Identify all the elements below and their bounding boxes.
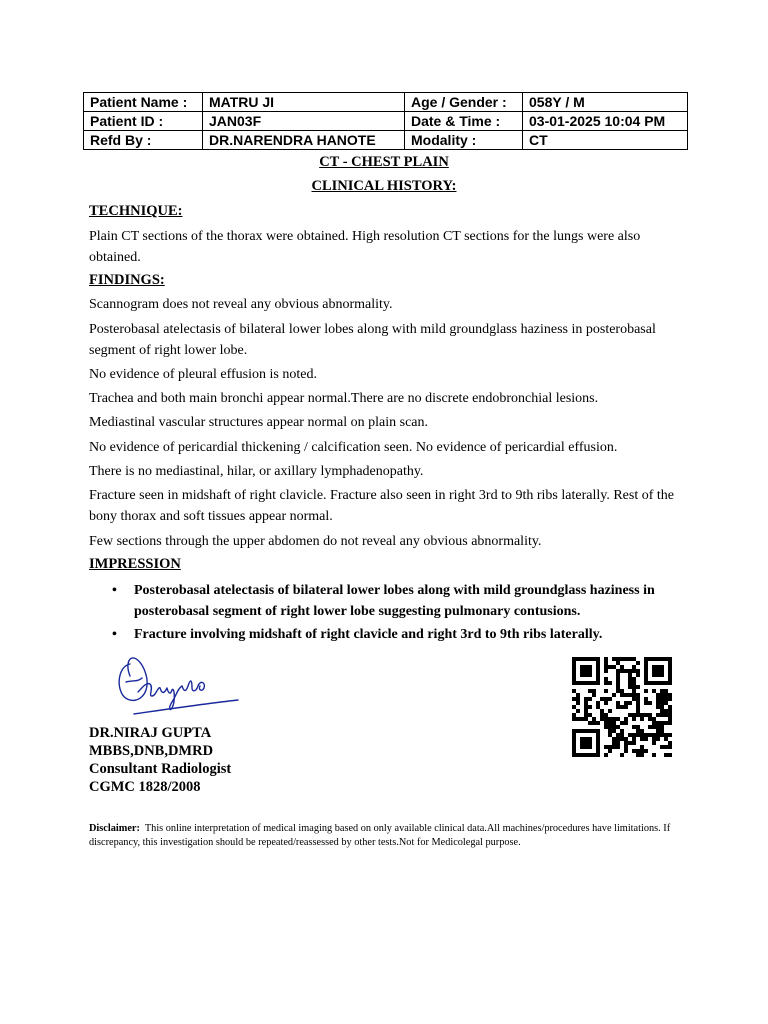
report-title: CT - CHEST PLAIN — [319, 154, 449, 170]
patient-name-row — [84, 93, 688, 112]
finding-item: Posterobasal atelectasis of bilateral lower lobes along with mild groundglass haziness in posterobasal segment of right lower lobe. — [89, 322, 656, 358]
doctor-degrees: MBBS,DNB,DMRD — [89, 743, 214, 759]
patient-info-table — [83, 92, 688, 150]
bullet-icon: • — [112, 583, 117, 598]
date-time-label: Date & Time : — [405, 112, 523, 131]
impression-text: Fracture involving midshaft of right clavicle and right 3rd to 9th ribs laterally. — [134, 627, 603, 642]
age-gender-label: Age / Gender : — [405, 93, 523, 112]
finding-item: Fracture seen in midshaft of right clavicle. Fracture also seen in right 3rd to 9th ribs laterally. Rest of the bony thorax and soft tissues appear normal. — [89, 488, 674, 524]
modality-value: CT — [523, 131, 688, 150]
finding-item: No evidence of pleural effusion is noted. — [89, 367, 317, 382]
handwritten-signature — [112, 652, 247, 722]
patient-name-value: MATRU JI — [203, 93, 405, 112]
technique-heading: TECHNIQUE: — [89, 203, 183, 219]
impression-text: Posterobasal atelectasis of bilateral lower lobes along with mild groundglass haziness in posterobasal segment of right lower lobe suggesting pulmonary contusions. — [134, 583, 655, 619]
referred-by-label: Refd By : — [84, 131, 203, 150]
impression-item — [112, 624, 692, 645]
patient-name-label: Patient Name : — [84, 93, 203, 112]
bullet-icon: • — [112, 627, 117, 642]
finding-item: Few sections through the upper abdomen do not reveal any obvious abnormality. — [89, 534, 542, 549]
findings-heading: FINDINGS: — [89, 272, 165, 288]
patient-id-label: Patient ID : — [84, 112, 203, 131]
impression-heading: IMPRESSION — [89, 556, 181, 572]
technique-text: Plain CT sections of the thorax were obtained. High resolution CT sections for the lungs were also obtained. — [89, 229, 641, 265]
modality-label: Modality : — [405, 131, 523, 150]
finding-item: Scannogram does not reveal any obvious abnormality. — [89, 297, 393, 312]
disclaimer-label: Disclaimer: — [89, 823, 140, 834]
finding-item: No evidence of pericardial thickening / calcification seen. No evidence of pericardial effusion. — [89, 440, 618, 455]
date-time-value: 03-01-2025 10:04 PM — [523, 112, 688, 131]
finding-item: Trachea and both main bronchi appear normal.There are no discrete endobronchial lesions. — [89, 391, 599, 406]
referred-by-row — [84, 131, 688, 150]
clinical-history-heading: CLINICAL HISTORY: — [311, 178, 457, 194]
doctor-designation: Consultant Radiologist — [89, 761, 232, 777]
doctor-registration: CGMC 1828/2008 — [89, 779, 201, 795]
finding-item: Mediastinal vascular structures appear normal on plain scan. — [89, 415, 428, 430]
patient-id-row — [84, 112, 688, 131]
age-gender-value: 058Y / M — [523, 93, 688, 112]
disclaimer-text: This online interpretation of medical imaging based on only available clinical data.All machines/procedures have limitations. If discrepancy, this investigation should be repeated/reassessed by other tests.Not for Medicolegal purpose. — [89, 823, 671, 848]
disclaimer — [89, 822, 679, 850]
qr-code-icon — [572, 657, 672, 757]
doctor-name: DR.NIRAJ GUPTA — [89, 725, 212, 741]
finding-item: There is no mediastinal, hilar, or axillary lymphadenopathy. — [89, 464, 424, 479]
referred-by-value: DR.NARENDRA HANOTE — [203, 131, 405, 150]
patient-id-value: JAN03F — [203, 112, 405, 131]
impression-item — [112, 580, 692, 622]
